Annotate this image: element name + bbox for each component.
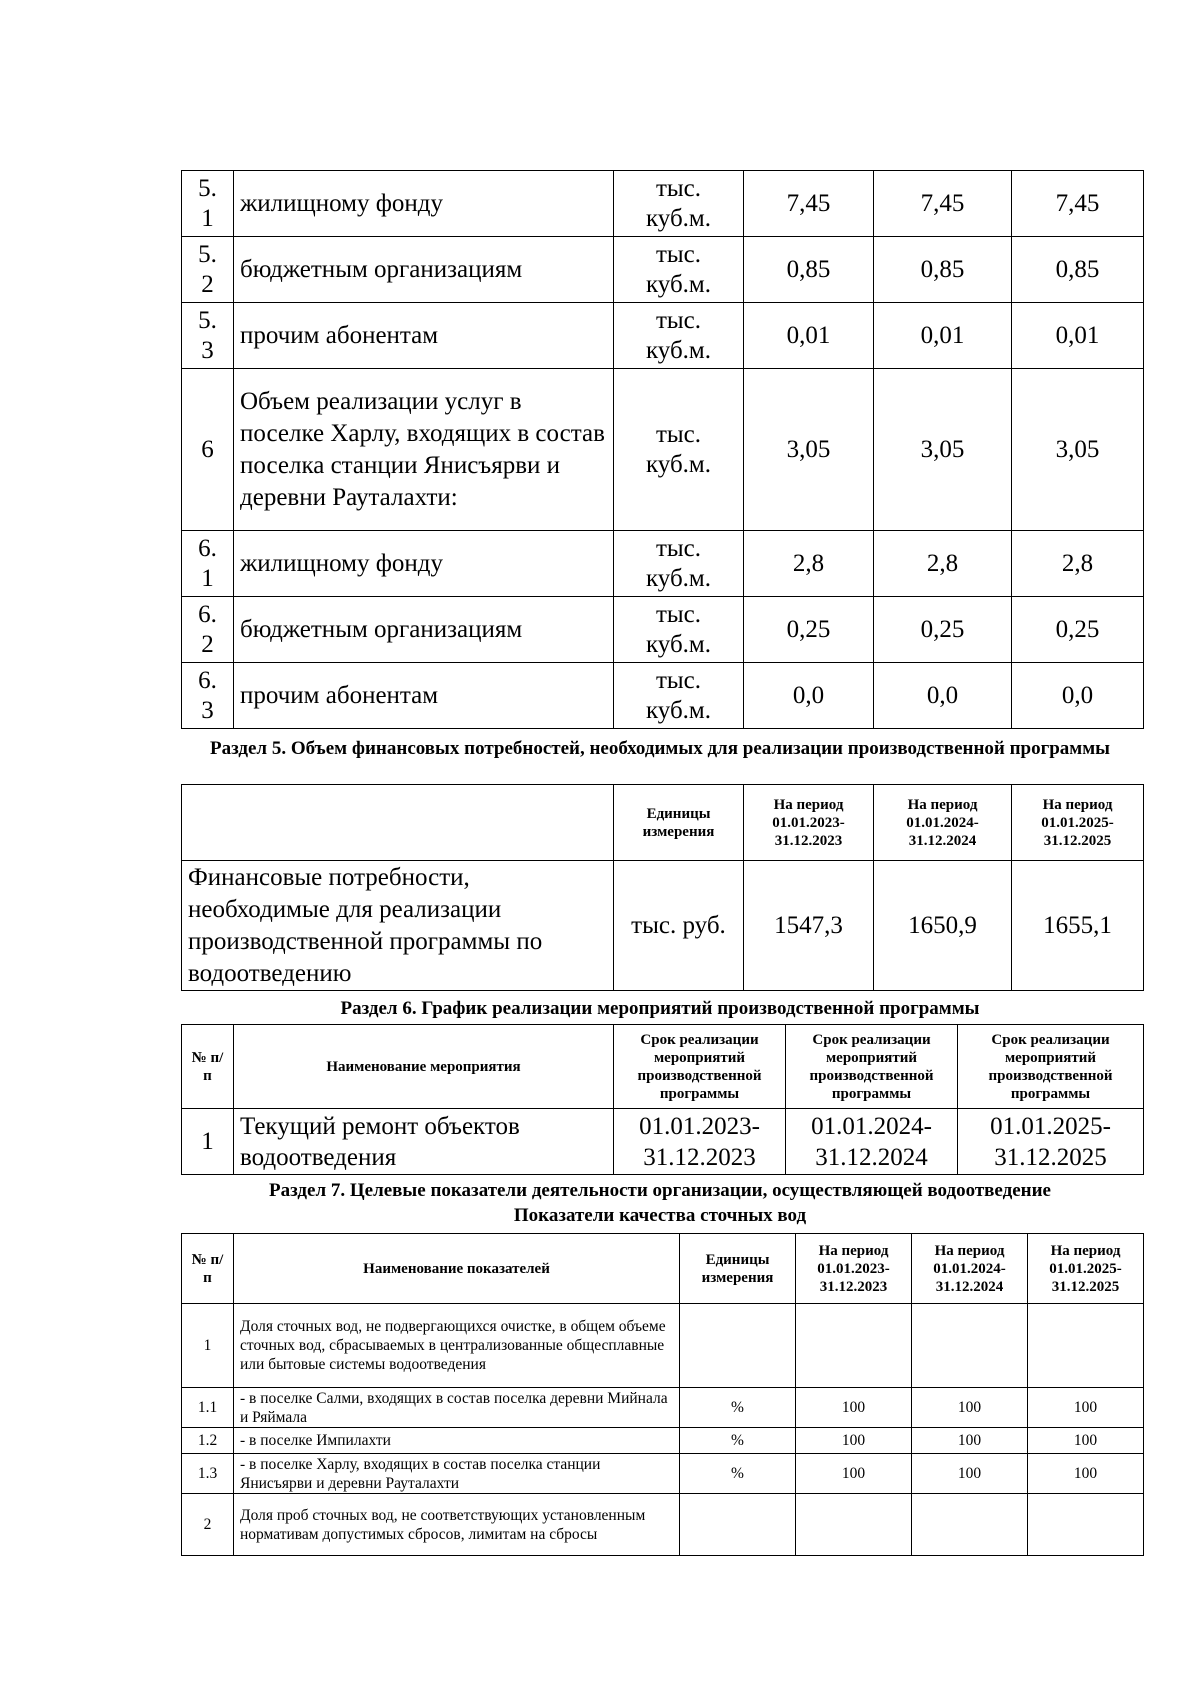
schedule-table [181,1024,1144,1175]
table-row [182,237,1144,303]
row-name: - в поселке Импилахти [234,1428,680,1454]
row-value: 100 [1028,1388,1144,1428]
finance-name: Финансовые потребности, необходимые для реализации производственной программы по водоотведению [182,861,614,991]
row-value: 3,05 [1012,369,1144,531]
section7-title: Раздел 7. Целевые показатели деятельности организации, осуществляющей водоотведение [269,1180,1051,1201]
row-name: бюджетным организациям [234,597,614,663]
row-unit: тыс. куб.м. [614,531,744,597]
row-value: 100 [1028,1454,1144,1494]
row-value: 0,85 [744,237,874,303]
table-row [182,1454,1144,1494]
section7-subtitle: Показатели качества сточных вод [513,1205,807,1226]
row-number: 1 [182,1304,234,1388]
header-cell: На период 01.01.2024-31.12.2024 [912,1234,1028,1304]
finance-value: 1650,9 [874,861,1012,991]
quality-header-row [182,1234,1144,1304]
row-value: 2,8 [874,531,1012,597]
row-value: 0,01 [1012,303,1144,369]
header-cell: Наименование показателей [234,1234,680,1304]
table-row [182,303,1144,369]
row-name: жилищному фонду [234,171,614,237]
table-row [182,1388,1144,1428]
row-number: 5. 1 [182,171,234,237]
row-number: 6 [182,369,234,531]
event-name: Текущий ремонт объектов водоотведения [234,1109,614,1175]
row-name: - в поселке Салми, входящих в состав поселка деревни Мийнала и Ряймала [234,1388,680,1428]
section5-title: Раздел 5. Объем финансовых потребностей, необходимых для реализации производственной программы [209,738,1111,759]
row-value: 100 [912,1428,1028,1454]
header-cell: На период 01.01.2023-31.12.2023 [744,785,874,861]
row-value: 7,45 [874,171,1012,237]
header-cell: На период 01.01.2025-31.12.2025 [1012,785,1144,861]
row-value: 100 [1028,1428,1144,1454]
section6-title: Раздел 6. График реализации мероприятий производственной программы [340,998,980,1019]
row-value: 100 [912,1454,1028,1494]
row-value: 0,01 [874,303,1012,369]
finance-value: 1547,3 [744,861,874,991]
row-value: 100 [912,1388,1028,1428]
row-unit [680,1494,796,1556]
table-row [182,369,1144,531]
row-value [1028,1304,1144,1388]
row-number: 1.2 [182,1428,234,1454]
row-value: 0,85 [1012,237,1144,303]
row-value [912,1494,1028,1556]
header-cell: На период 01.01.2025-31.12.2025 [1028,1234,1144,1304]
row-value: 100 [796,1454,912,1494]
row-name: жилищному фонду [234,531,614,597]
row-value: 100 [796,1428,912,1454]
row-name: прочим абонентам [234,663,614,729]
row-unit: тыс. куб.м. [614,237,744,303]
row-value: 0,25 [1012,597,1144,663]
row-name: Объем реализации услуг в поселке Харлу, входящих в состав поселка станции Янисъярви и деревни Рауталахти: [234,369,614,531]
row-number: 6. 3 [182,663,234,729]
row-unit: % [680,1428,796,1454]
row-value: 7,45 [744,171,874,237]
row-unit: % [680,1454,796,1494]
table-row [182,171,1144,237]
header-cell: Срок реализации мероприятий производственной программы [958,1025,1144,1109]
row-unit [680,1304,796,1388]
row-number: 2 [182,1494,234,1556]
row-value: 0,0 [874,663,1012,729]
header-cell [182,785,614,861]
row-name: бюджетным организациям [234,237,614,303]
row-value: 0,01 [744,303,874,369]
row-number: 5. 3 [182,303,234,369]
row-value [796,1304,912,1388]
finance-row [182,861,1144,991]
finance-value: 1655,1 [1012,861,1144,991]
schedule-header-row [182,1025,1144,1109]
table-row [182,597,1144,663]
row-value: 3,05 [874,369,1012,531]
row-unit: тыс. куб.м. [614,303,744,369]
row-value: 100 [796,1388,912,1428]
row-number: 5. 2 [182,237,234,303]
row-value [912,1304,1028,1388]
event-period: 01.01.2025-31.12.2025 [958,1109,1144,1175]
table-row [182,1304,1144,1388]
row-unit: тыс. куб.м. [614,597,744,663]
header-cell: Единицы измерения [614,785,744,861]
row-unit: % [680,1388,796,1428]
table-row [182,1428,1144,1454]
header-cell: Срок реализации мероприятий производственной программы [614,1025,786,1109]
row-value: 7,45 [1012,171,1144,237]
row-value: 0,25 [874,597,1012,663]
row-value: 2,8 [1012,531,1144,597]
row-name: Доля проб сточных вод, не соответствующих установленным нормативам допустимых сбросов, лимитам на сбросы [234,1494,680,1556]
table-row [182,1494,1144,1556]
finance-unit: тыс. руб. [614,861,744,991]
event-period: 01.01.2024-31.12.2024 [786,1109,958,1175]
quality-table [181,1233,1144,1556]
row-value: 0,25 [744,597,874,663]
row-value: 0,0 [1012,663,1144,729]
row-value: 0,0 [744,663,874,729]
row-value [1028,1494,1144,1556]
row-number: 1.1 [182,1388,234,1428]
row-unit: тыс. куб.м. [614,171,744,237]
finance-header-row [182,785,1144,861]
row-name: прочим абонентам [234,303,614,369]
header-cell: На период 01.01.2023-31.12.2023 [796,1234,912,1304]
volume-table [181,170,1144,729]
table-row [182,663,1144,729]
table-row [182,531,1144,597]
header-cell: Наименование мероприятия [234,1025,614,1109]
row-name: Доля сточных вод, не подвергающихся очистке, в общем объеме сточных вод, сбрасываемых в централизованные общесплавные или бытовые системы водоотведения [234,1304,680,1388]
header-cell: На период 01.01.2024-31.12.2024 [874,785,1012,861]
header-cell: № п/п [182,1025,234,1109]
row-number: 6. 2 [182,597,234,663]
header-cell: Срок реализации мероприятий производственной программы [786,1025,958,1109]
finance-table [181,784,1144,991]
event-period: 01.01.2023-31.12.2023 [614,1109,786,1175]
row-number: 1 [182,1109,234,1175]
header-cell: Единицы измерения [680,1234,796,1304]
row-number: 1.3 [182,1454,234,1494]
row-name: - в поселке Харлу, входящих в состав поселка станции Янисъярви и деревни Рауталахти [234,1454,680,1494]
row-value: 2,8 [744,531,874,597]
header-cell: № п/п [182,1234,234,1304]
row-unit: тыс. куб.м. [614,369,744,531]
row-value: 3,05 [744,369,874,531]
row-unit: тыс. куб.м. [614,663,744,729]
row-value [796,1494,912,1556]
schedule-row [182,1109,1144,1175]
row-value: 0,85 [874,237,1012,303]
row-number: 6. 1 [182,531,234,597]
